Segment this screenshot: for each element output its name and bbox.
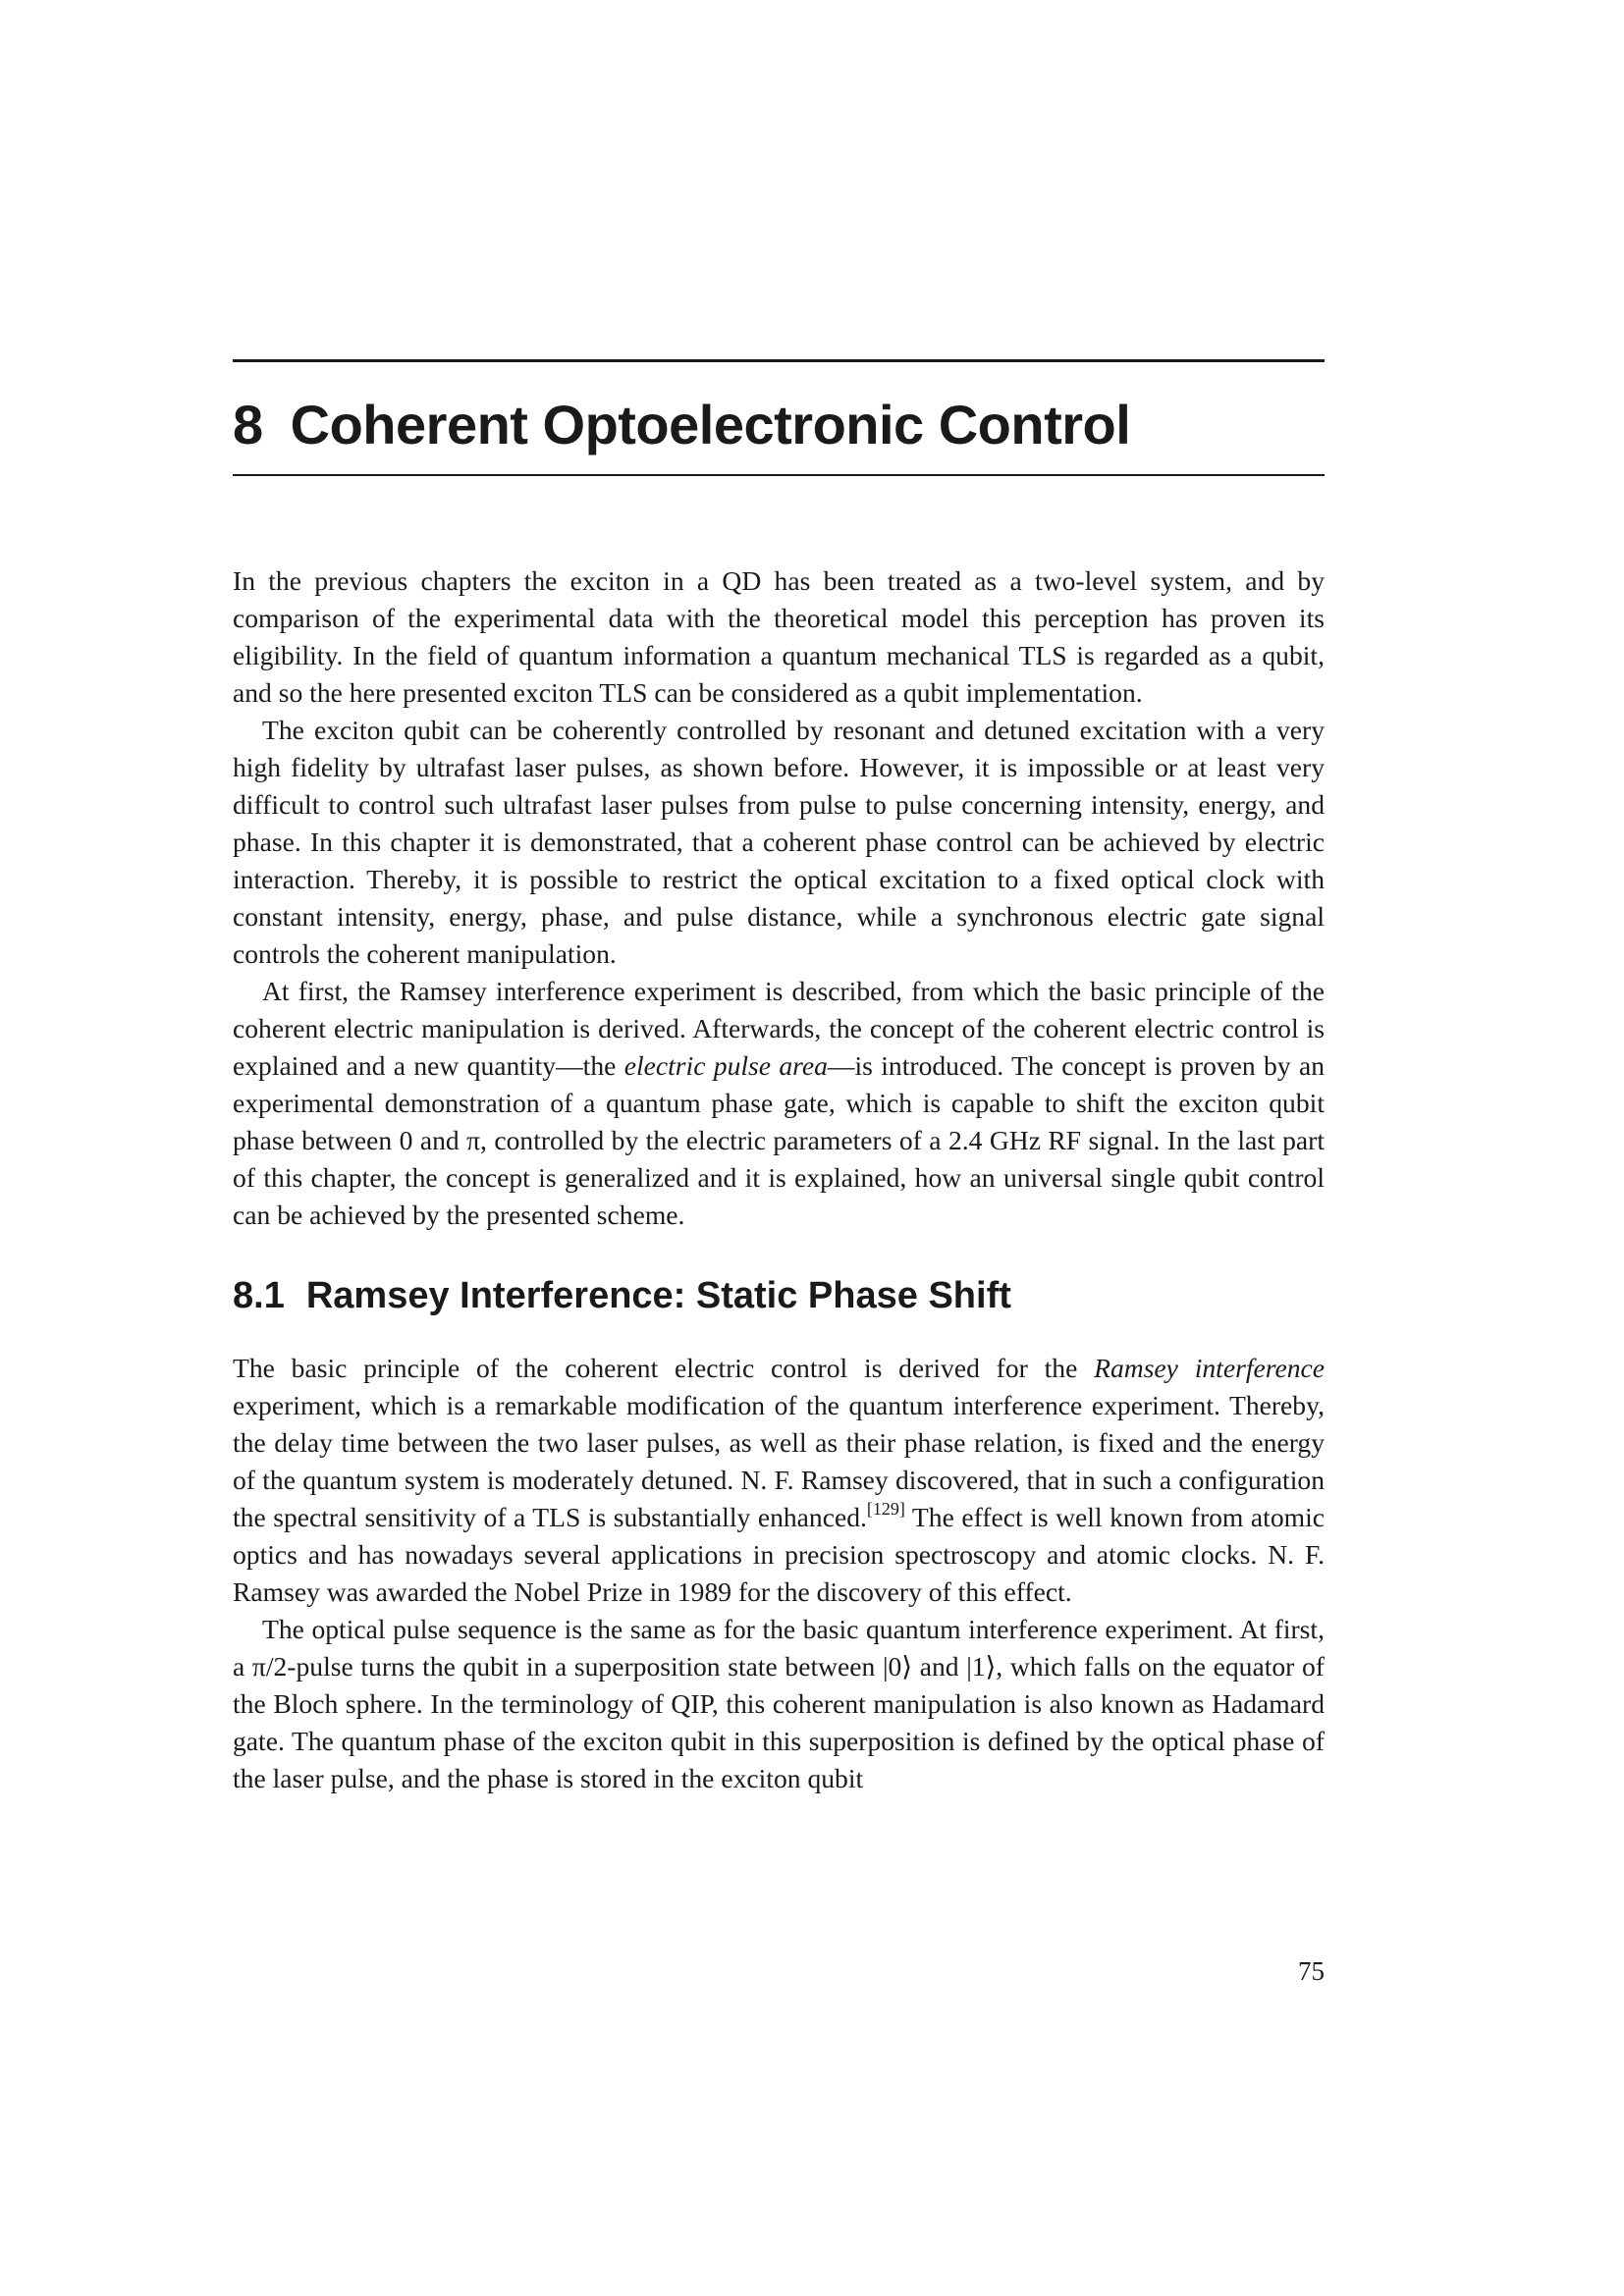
section-heading <box>233 1277 1325 1314</box>
chapter-title-text: Coherent Optoelectronic Control <box>290 394 1131 455</box>
section-paragraph-1 <box>233 1350 1325 1611</box>
section-p1-emphasis: Ramsey interference <box>1094 1353 1325 1383</box>
intro-paragraph-2: The exciton qubit can be coherently controlled by resonant and detuned excitation with a very high fidelity by ultrafast laser pulses, as shown before. However, it is impossible or at least very difficult to control such ultrafast laser pulses from pulse to pulse concerning intensity, energy, and phase. In this chapter it is demonstrated, that a coherent phase control can be achieved by electric interaction. Thereby, it is possible to restrict the optical excitation to a fixed optical clock with constant intensity, energy, phase, and pulse distance, while a synchronous electric gate signal controls the coherent manipulation. <box>233 715 1325 969</box>
citation-link[interactable]: [129] <box>866 1499 905 1519</box>
intro-p3-text-start: At first, the Ramsey interference experiment is described, from which the basic principle of the coherent electric manipulation is derived. Afterwards, the concept of the coherent electric control is explained and a new quantity—the <box>233 976 1325 1081</box>
section-title: Ramsey Interference: Static Phase Shift <box>305 1275 1011 1316</box>
section-p1-text-end: The effect is well known from atomic optics and has nowadays several applications in precision spectroscopy and atomic clocks. N. F. Ramsey was awarded the Nobel Prize in 1989 for the discovery of this effect. <box>233 1502 1325 1607</box>
page-number: 75 <box>1298 1956 1325 1986</box>
section-p1-text-middle: experiment, which is a remarkable modification of the quantum interference experiment. Thereby, the delay time between the two laser pulses, as well as their phase relation, is fixed and the energy of the quantum system is moderately detuned. N. F. Ramsey discovered, that in such a configuration the spectral sensitivity of a TLS is substantially enhanced. <box>233 1390 1325 1532</box>
section-number: 8.1 <box>233 1275 285 1316</box>
intro-p3-emphasis: electric pulse area <box>623 1050 828 1081</box>
page-content <box>233 359 1325 1797</box>
chapter-number: 8 <box>233 394 263 455</box>
chapter-body <box>233 562 1325 1797</box>
intro-p3-text-end: —is introduced. The concept is proven by an experimental demonstration of a quantum phase gate, which is capable to shift the exciton qubit phase between 0 and π, controlled by the electric parameters of a 2.4 GHz RF signal. In the last part of this chapter, the concept is generalized and it is explained, how an universal single qubit control can be achieved by the presented scheme. <box>233 1050 1325 1230</box>
chapter-bottom-rule <box>233 474 1325 476</box>
intro-paragraph-3 <box>233 973 1325 1234</box>
section-p1-text-start: The basic principle of the coherent electric control is derived for the <box>233 1353 1095 1383</box>
intro-paragraph-1: In the previous chapters the exciton in a QD has been treated as a two-level system, and by comparison of the experimental data with the theoretical model this perception has proven its eligibility. In the field of quantum information a quantum mechanical TLS is regarded as a qubit, and so the here presented exciton TLS can be considered as a qubit implementation. <box>233 565 1325 708</box>
chapter-title <box>233 362 1325 474</box>
section-paragraph-2: The optical pulse sequence is the same as for the basic quantum interference experiment. At first, a π/2-pulse turns the qubit in a superposition state between |0⟩ and |1⟩, which falls on the equator of the Bloch sphere. In the terminology of QIP, this coherent manipulation is also known as Hadamard gate. The quantum phase of the exciton qubit in this superposition is defined by the optical phase of the laser pulse, and the phase is stored in the exciton qubit <box>233 1614 1325 1793</box>
